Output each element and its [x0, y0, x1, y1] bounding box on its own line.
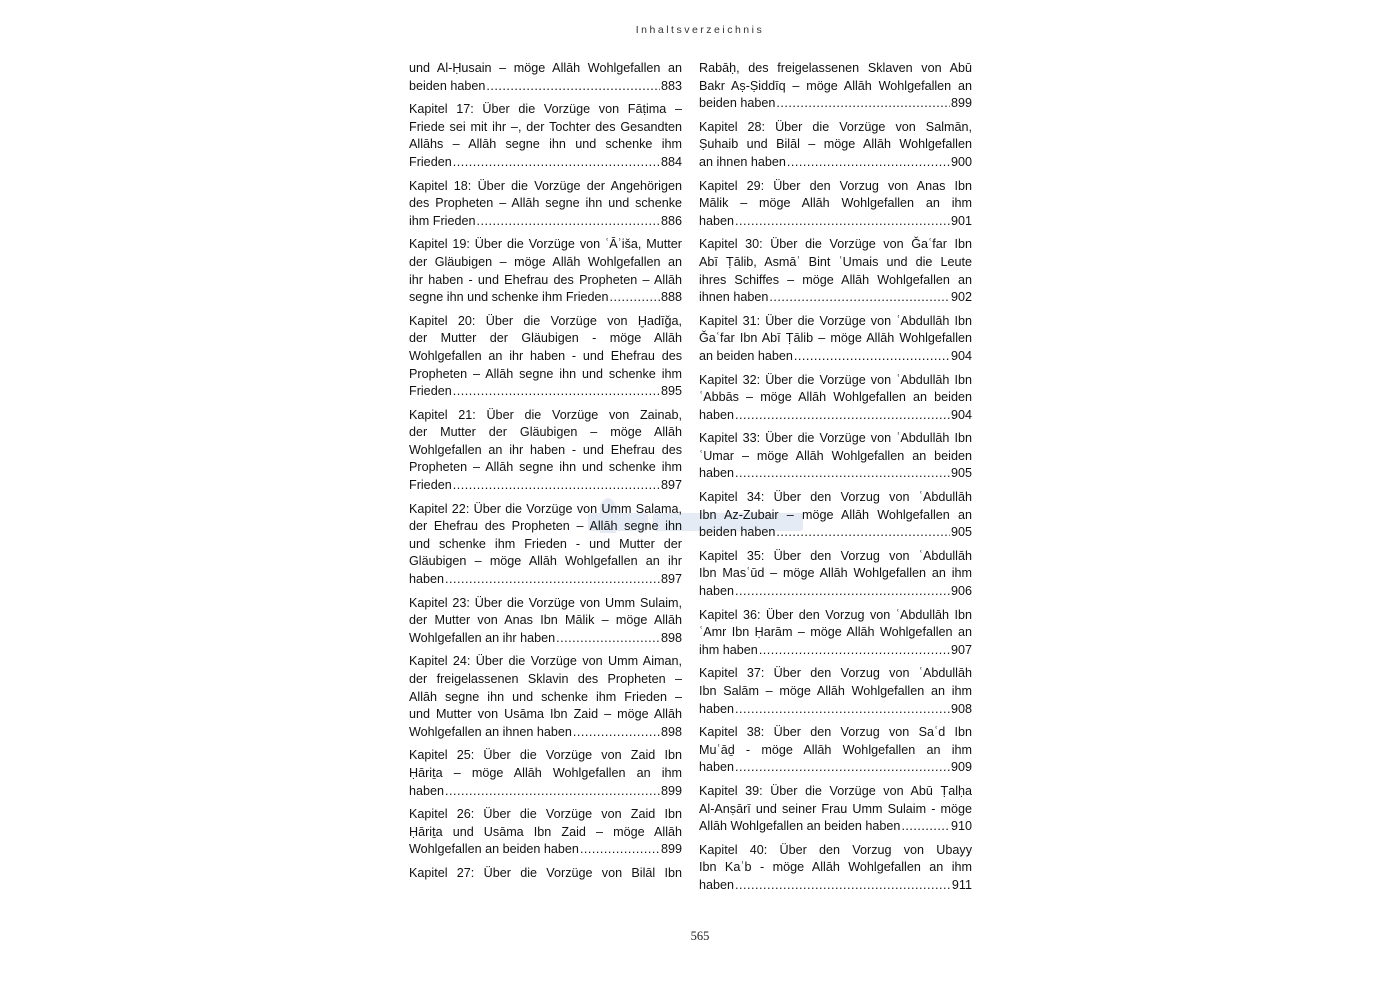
dot-leader: [610, 289, 660, 307]
toc-entry-line: Propheten – Allāh segne ihn und schenke ihm: [409, 366, 682, 381]
dot-leader: [735, 877, 951, 895]
toc-entry-line: haben: [699, 701, 735, 716]
toc-entry[interactable]: [699, 430, 972, 483]
toc-entry-line: der Mutter der Gläubigen – möge Allāh: [409, 425, 682, 440]
dot-leader: [445, 783, 660, 801]
toc-entry[interactable]: [409, 101, 682, 171]
toc-entry-line: Ḥāriṯa und Usāma Ibn Zaid – möge Allāh: [409, 824, 682, 839]
toc-entry-line: Allāh Wohlgefallen an beiden haben: [699, 819, 901, 834]
toc-entry-line: Ibn Masʿūd – möge Allāh Wohlgefallen an ihm: [699, 566, 972, 581]
toc-entry-line: haben: [699, 466, 735, 481]
toc-entry-line: Kapitel 36: Über den Vorzug von ʿAbdullāh Ibn: [699, 607, 972, 622]
toc-entry-line: ʿAbbās – möge Allāh Wohlgefallen an beiden: [699, 390, 972, 405]
toc-page-number: 906: [950, 584, 972, 599]
toc-page-number: 900: [950, 154, 972, 169]
toc-entry-line: Kapitel 29: Über den Vorzug von Anas Ibn: [699, 178, 972, 193]
toc-entry-line: Kapitel 38: Über den Vorzug von Saʿd Ibn: [699, 725, 972, 740]
toc-entry-line: Bakr Aṣ-Ṣiddīq – möge Allāh Wohlgefallen an: [699, 78, 972, 93]
toc-entry-line: Wohlgefallen an ihnen haben: [409, 724, 572, 739]
toc-entry-line: Wohlgefallen an ihr haben: [409, 630, 556, 645]
toc-entry-line: beiden haben: [409, 78, 486, 93]
dot-leader: [486, 78, 660, 96]
toc-entry-line: Frieden: [409, 384, 452, 399]
toc-page-number: 910: [950, 819, 972, 834]
toc-entry-line: Rabāḥ, des freigelassenen Sklaven von Abū: [699, 61, 972, 75]
toc-entry[interactable]: [409, 595, 682, 648]
dot-leader: [735, 465, 950, 483]
dot-leader: [735, 759, 950, 777]
toc-entry-line: Kapitel 25: Über die Vorzüge von Zaid Ibn: [409, 748, 682, 763]
toc-entry-line: Frieden: [409, 154, 452, 169]
toc-entry[interactable]: [699, 842, 972, 895]
toc-entry-line: haben: [699, 584, 735, 599]
toc-page-number: 904: [950, 348, 972, 363]
toc-entry-line: Kapitel 32: Über die Vorzüge von ʿAbdullāh Ibn: [699, 372, 972, 387]
toc-page-number: 883: [660, 78, 682, 93]
toc-entry-line: der Mutter von Anas Ibn Mālik – möge Allāh: [409, 613, 682, 628]
dot-leader: [453, 383, 660, 401]
toc-entry[interactable]: [699, 665, 972, 718]
toc-page-number: 888: [660, 290, 682, 305]
toc-page-number: 908: [950, 701, 972, 716]
toc-entry-line: Kapitel 30: Über die Vorzüge von Ǧaʿfar Ibn: [699, 237, 972, 252]
running-header: Inhaltsverzeichnis: [635, 24, 765, 36]
toc-entry-line: Ibn Kaʿb - möge Allāh Wohlgefallen an ihm: [699, 860, 972, 875]
toc-entry-line: Kapitel 24: Über die Vorzüge von Umm Aiman,: [409, 654, 682, 669]
toc-page-number: 895: [660, 384, 682, 399]
toc-entry-line: segne ihn und schenke ihm Frieden: [409, 290, 609, 305]
toc-page-number: 905: [950, 466, 972, 481]
toc-entry-line: Kapitel 19: Über die Vorzüge von ʿĀʾiša, Mutter: [409, 237, 682, 252]
dot-leader: [776, 95, 950, 113]
toc-page-number: 899: [660, 783, 682, 798]
toc-entry-line: an beiden haben: [699, 348, 793, 363]
toc-entry[interactable]: [409, 747, 682, 800]
toc-page-number: 911: [951, 877, 972, 892]
toc-entry-line: Kapitel 17: Über die Vorzüge von Fāṭima –: [409, 102, 682, 117]
toc-entry[interactable]: [409, 407, 682, 495]
toc-page-number: 899: [950, 96, 972, 111]
toc-page-number: 904: [950, 407, 972, 422]
page-number: 565: [690, 929, 710, 943]
dot-leader: [580, 841, 660, 859]
toc-entry-line: Allāh segne ihn und schenke ihm Frieden –: [409, 689, 682, 704]
toc-entry[interactable]: [699, 372, 972, 425]
toc-entry-line: Wohlgefallen an ihr haben - und Ehefrau des: [409, 442, 682, 457]
toc-entry-line: haben: [409, 572, 445, 587]
toc-entry-line: Gläubigen – möge Allāh Wohlgefallen an ihr: [409, 554, 682, 569]
toc-entry-line: Ibn Az-Zubair – möge Allāh Wohlgefallen an: [699, 507, 972, 522]
toc-entry-line: haben: [699, 407, 735, 422]
toc-entry-line: der freigelassenen Sklavin des Propheten –: [409, 672, 682, 686]
dot-leader: [573, 724, 660, 742]
toc-entry-line: Kapitel 40: Über den Vorzug von Ubayy: [699, 842, 972, 857]
toc-entry-line: Kapitel 27: Über die Vorzüge von Bilāl Ibn: [409, 865, 682, 880]
toc-page-number: 907: [950, 642, 972, 657]
dot-leader: [445, 571, 660, 589]
toc-entry-line: Kapitel 23: Über die Vorzüge von Umm Sulaim,: [409, 595, 682, 610]
toc-entry[interactable]: [699, 607, 972, 660]
toc-right-column: [699, 60, 972, 901]
toc-entry-line: Mālik – möge Allāh Wohlgefallen an ihm: [699, 196, 972, 211]
toc-entry-line: Abī Ṭālib, Asmāʾ Bint ʿUmais und die Leute: [699, 254, 972, 269]
toc-entry[interactable]: [409, 653, 682, 741]
toc-entry[interactable]: [699, 548, 972, 601]
dot-leader: [556, 630, 660, 648]
toc-entry-line: Kapitel 31: Über die Vorzüge von ʿAbdullāh Ibn: [699, 313, 972, 328]
dot-leader: [735, 407, 950, 425]
toc-entry[interactable]: [699, 236, 972, 306]
toc-entry-line: des Propheten – Allāh segne ihn und schenke: [409, 196, 682, 211]
toc-entry-line: Ǧaʿfar Ibn Abī Ṭālib – möge Allāh Wohlgefallen: [699, 331, 972, 346]
toc-entry-line: ihm haben: [699, 642, 758, 657]
toc-entry-line: ihr haben - und Ehefrau des Propheten – Allāh: [409, 272, 682, 287]
toc-entry-line: Ṣuhaib und Bilāl – möge Allāh Wohlgefallen: [699, 137, 972, 152]
toc-entry[interactable]: [699, 119, 972, 172]
toc-entry-line: Al-Anṣārī und seiner Frau Umm Sulaim - möge: [699, 801, 972, 816]
toc-entry-line: ʿUmar – möge Allāh Wohlgefallen an beiden: [699, 448, 972, 463]
toc-entry[interactable]: [699, 489, 972, 542]
toc-page-number: 905: [950, 525, 972, 540]
toc-entry-line: Wohlgefallen an ihr haben - und Ehefrau des: [409, 348, 682, 363]
toc-entry-line: Kapitel 20: Über die Vorzüge von Ḫadīǧa,: [409, 313, 682, 328]
toc-entry-line: der Ehefrau des Propheten – Allāh segne ihn: [409, 519, 682, 534]
toc-page-number: 898: [660, 724, 682, 739]
toc-entry-line: Propheten – Allāh segne ihn und schenke ihm: [409, 460, 682, 475]
toc-entry-line: Ḥāriṯa – möge Allāh Wohlgefallen an ihm: [409, 765, 682, 780]
dot-leader: [787, 154, 950, 172]
dot-leader: [735, 583, 950, 601]
dot-leader: [453, 154, 660, 172]
toc-page-number: 898: [660, 630, 682, 645]
dot-leader: [769, 289, 950, 307]
toc-entry-line: beiden haben: [699, 525, 776, 540]
toc-entry-line: ihres Schiffes – möge Allāh Wohlgefallen an: [699, 272, 972, 287]
toc-entry-line: Kapitel 22: Über die Vorzüge von Umm Salama,: [409, 501, 682, 516]
toc-page-number: 909: [950, 760, 972, 775]
toc-entry-line: haben: [699, 760, 735, 775]
toc-entry-line: Muʿāḏ - möge Allāh Wohlgefallen an ihm: [699, 742, 972, 757]
toc-page-number: 886: [660, 213, 682, 228]
toc-entry[interactable]: [409, 60, 682, 95]
toc-entry-line: Wohlgefallen an beiden haben: [409, 842, 579, 857]
dot-leader: [735, 701, 950, 719]
toc-entry[interactable]: [699, 783, 972, 836]
toc-entry-line: der Mutter der Gläubigen - möge Allāh: [409, 331, 682, 346]
toc-page-number: 902: [950, 290, 972, 305]
toc-entry[interactable]: [409, 313, 682, 401]
toc-entry-line: Kapitel 21: Über die Vorzüge von Zainab,: [409, 407, 682, 422]
toc-entry-line: Kapitel 34: Über den Vorzug von ʿAbdullāh: [699, 490, 972, 505]
toc-entry-line: Allāhs – Allāh segne ihn und schenke ihm: [409, 137, 682, 152]
toc-entry-line: Kapitel 39: Über die Vorzüge von Abū Ṭalḥa: [699, 783, 972, 798]
toc-entry-line: und Mutter von Usāma Ibn Zaid – möge Allāh: [409, 707, 682, 722]
toc-entry-line: Kapitel 35: Über den Vorzug von ʿAbdullāh: [699, 548, 972, 563]
toc-entry-line: ʿAmr Ibn Ḥarām – möge Allāh Wohlgefallen an: [699, 625, 972, 640]
toc-entry[interactable]: [699, 313, 972, 366]
toc-entry-line: beiden haben: [699, 96, 776, 111]
toc-entry[interactable]: [409, 178, 682, 231]
toc-entry-line: Kapitel 33: Über die Vorzüge von ʿAbdullāh Ibn: [699, 431, 972, 446]
toc-page-number: 897: [660, 478, 682, 493]
toc-entry-line: Kapitel 37: Über den Vorzug von ʿAbdullāh: [699, 666, 972, 681]
toc-entry-line: Kapitel 18: Über die Vorzüge der Angehörigen: [409, 178, 682, 193]
toc-entry-line: ihm Frieden: [409, 213, 476, 228]
toc-entry[interactable]: [409, 865, 682, 883]
toc-entry-line: haben: [699, 877, 735, 892]
dot-leader: [735, 213, 950, 231]
dot-leader: [776, 524, 950, 542]
toc-entry-line: der Gläubigen – möge Allāh Wohlgefallen an: [409, 254, 682, 269]
toc-entry[interactable]: [699, 724, 972, 777]
toc-entry-line: haben: [699, 213, 735, 228]
toc-page-number: 899: [660, 842, 682, 857]
toc-entry-line: Ibn Salām – möge Allāh Wohlgefallen an ihm: [699, 684, 972, 698]
toc-entry-line: Frieden: [409, 478, 452, 493]
toc-entry[interactable]: [409, 501, 682, 589]
toc-entry-line: und Al-Ḥusain – möge Allāh Wohlgefallen an: [409, 61, 682, 75]
toc-page-number: 901: [950, 213, 972, 228]
toc-entry-line: ihnen haben: [699, 290, 769, 305]
toc-page-number: 897: [660, 572, 682, 587]
toc-entry-line: Friede sei mit ihr –, der Tochter des Gesandten: [409, 119, 682, 134]
toc-entry[interactable]: [409, 806, 682, 859]
toc-entry-line: Kapitel 28: Über die Vorzüge von Salmān,: [699, 119, 972, 134]
toc-left-column: [409, 60, 682, 889]
toc-page-number: 884: [660, 154, 682, 169]
dot-leader: [453, 477, 660, 495]
toc-entry-line: und schenke ihm Frieden - und Mutter der: [409, 536, 682, 551]
toc-entry[interactable]: [699, 178, 972, 231]
toc-entry[interactable]: [409, 236, 682, 306]
toc-entry-line: an ihnen haben: [699, 154, 786, 169]
dot-leader: [759, 642, 950, 660]
toc-entry-line: Kapitel 26: Über die Vorzüge von Zaid Ibn: [409, 807, 682, 822]
dot-leader: [901, 818, 950, 836]
dot-leader: [477, 213, 660, 231]
dot-leader: [794, 348, 950, 366]
toc-entry-line: haben: [409, 783, 445, 798]
toc-entry[interactable]: [699, 60, 972, 113]
